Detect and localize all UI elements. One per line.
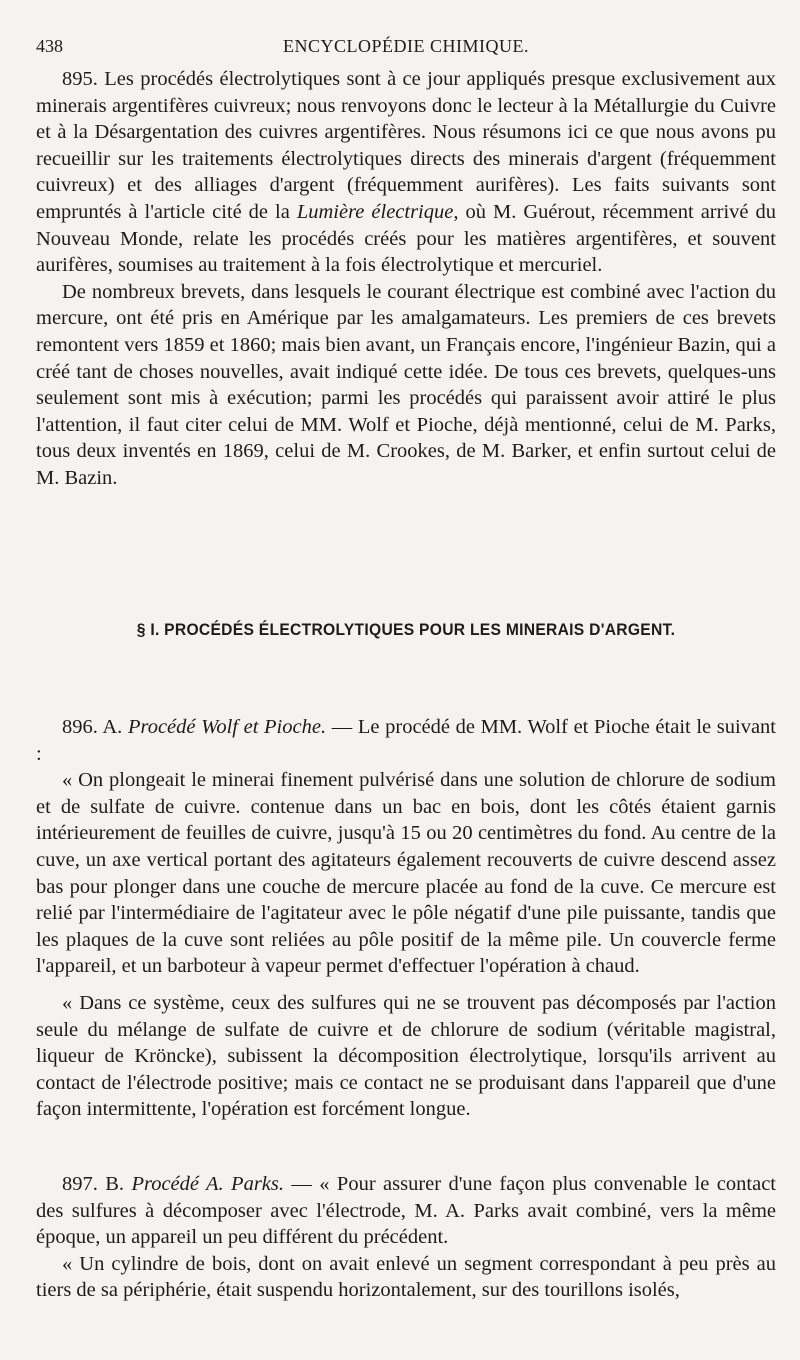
quote-paragraph: « On plongeait le minerai finement pulvérisé dans une solution de chlorure de sodium et de sulfate de cuivre. contenue dans un bac en bois, dont les côtés étaient garnis intérieurement de feuilles de cuivre, jusqu'à 15 ou 20 centimètres du fond. Au centre de la cuve, un axe vertical portant des agitateurs également recouverts de cuivre descend assez bas pour plonger dans une couche de mercure placée au fond de la cuve. Ce mercure est relié par l'intermédiaire de l'agitateur avec le pôle négatif d'une pile puissante, tandis que les plaques de la cuve sont reliées au pôle positif de la même pile. Un couvercle ferme l'appareil, et un barboteur à vapeur permet d'effectuer l'opération à chaud.: [36, 769, 776, 978]
paragraph-text: Les procédés électrolytiques sont à ce jour appliqués presque exclusivement aux minerais argentifères cuivreux; nous renvoyons donc le lecteur à la Métallurgie du Cuivre et à la Désargentation des cuivres argentifères. Nous résumons ici ce que nous avons pu recueillir sur les traitements électrolytiques directs des minerais d'argent (fréquemment cuivreux) et des alliages d'argent (fréquemment aurifères). Les faits suivants sont empruntés à l'article cité de la: [36, 68, 777, 223]
text-block-897: [36, 1171, 776, 1304]
paragraph-text: — « Pour assurer d'une façon plus convenable le contact des sulfures à décomposer avec l'électrode, M. A. Parks avait combiné, vers la même époque, un appareil un peu différent du précédent.: [36, 1173, 776, 1249]
text-block-895: [36, 66, 776, 492]
page-number: 438: [36, 36, 63, 56]
paragraph-895: [36, 66, 776, 279]
paragraph-number: 895.: [62, 68, 98, 90]
paragraph-number: 896. A.: [62, 716, 123, 738]
procedure-title: Procédé Wolf et Pioche.: [127, 716, 327, 738]
section-heading: § I. PROCÉDÉS ÉLECTROLYTIQUES POUR LES MINERAIS D'ARGENT.: [136, 620, 676, 639]
text-block-896: [36, 714, 776, 1123]
paragraph-brevets: De nombreux brevets, dans lesquels le courant électrique est combiné avec l'action du mercure, ont été pris en Amérique par les amalgamateurs. Les premiers de ces brevets remontent vers 1859 et 1860; mais bien avant, un Français encore, l'ingénieur Bazin, qui a créé tant de choses nouvelles, avait indiqué cette idée. De tous ces brevets, quelques-uns seulement sont mis à exécution; parmi les procédés qui paraissent avoir attiré le plus l'attention, il faut citer celui de MM. Wolf et Pioche, déjà mentionné, celui de M. Parks, tous deux inventés en 1869, celui de M. Crookes, de M. Barker, et enfin surtout celui de M. Bazin.: [36, 280, 776, 489]
italic-reference: Lumière électrique,: [296, 200, 459, 223]
paragraph-896: [36, 714, 776, 767]
quote-paragraph: « Dans ce système, ceux des sulfures qui ne se trouvent pas décomposés par l'action seule du mélange de sulfate de cuivre et de chlorure de sodium (véritable magistral, liqueur de Kröncke), subissent la décomposition électrolytique, lorsqu'ils arrivent au contact de l'électrode positive; mais ce contact ne se produisant dans l'appareil que d'une façon intermittente, l'opération est forcément longue.: [36, 991, 776, 1121]
running-title: ENCYCLOPÉDIE CHIMIQUE.: [283, 36, 529, 56]
paragraph-number: 897. B.: [62, 1173, 125, 1195]
procedure-title: Procédé A. Parks.: [131, 1173, 284, 1195]
paragraph-text: où M. Guérout, récemment arrivé du Nouveau Monde, relate les procédés créés pour les matières argentifères, et souvent aurifères, soumises au traitement à la fois électrolytique et mercuriel.: [36, 200, 776, 277]
page-header: [36, 36, 776, 62]
paragraph-897: [36, 1171, 776, 1251]
paragraph-text: — Le procédé de MM. Wolf et Pioche était le suivant :: [36, 716, 776, 765]
quote-paragraph: « Un cylindre de bois, dont on avait enlevé un segment correspondant à peu près au tiers de sa périphérie, était suspendu horizontalement, sur des tourillons isolés,: [36, 1252, 776, 1302]
